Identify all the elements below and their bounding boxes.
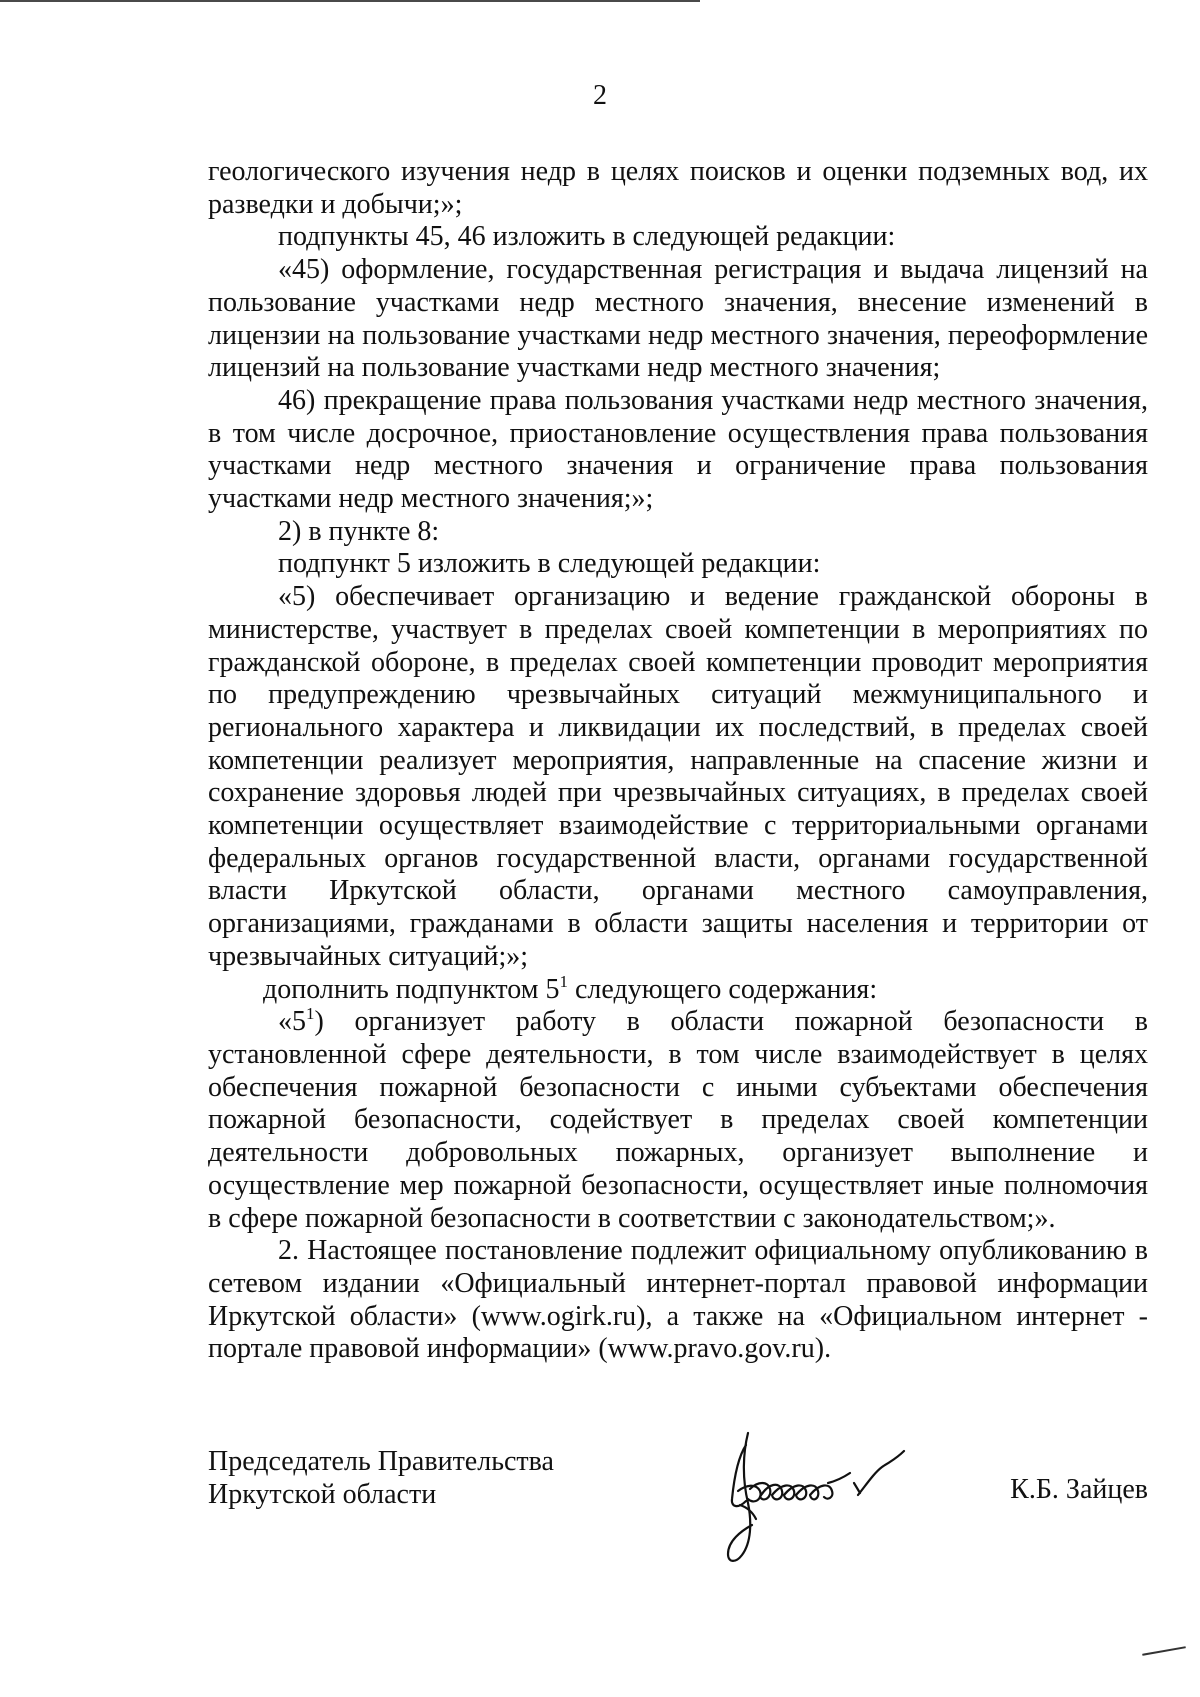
paragraph-9 [208,1006,1148,1235]
signer-position-line-1: Председатель Правительства [208,1446,554,1477]
paragraph-6: подпункт 5 изложить в следующей редакции: [278,548,821,580]
paragraph-9-text-end: ) организует работу в области пожарной безопасности в установленной сфере деятельности, в том числе взаимодействует в целях обеспечения пожарной безопасности с иными субъектами обеспечения пожарной безопасности, содействует в пределах своей компетенции деятельности добровольных пожарных, организует выполнение и осуществление мер пожарной безопасности, осуществляет иные полномочия в сфере пожарной безопасности в соответствии с законодательством;». [208,1006,1148,1234]
paragraph-7: «5) обеспечивает организацию и ведение гражданской обороны в министерстве, участвует в пределах своей компетенции в мероприятиях по гражданской обороне, в пределах своей компетенции проводит мероприятия по предупреждению чрезвычайных ситуаций межмуниципального и регионального характера и ликвидации их последствий, в пределах своей компетенции реализует мероприятия, направленные на спасение жизни и сохранение здоровья людей при чрезвычайных ситуациях, в пределах своей компетенции осуществляет взаимодействие с территориальными органами федеральных органов государственной власти, органами государственной власти Иркутской области, органами местного самоуправления, организациями, гражданами в области защиты населения и территории от чрезвычайных ситуаций;»; [208,581,1148,972]
paragraph-8-text: дополнить подпунктом 5 [263,973,560,1005]
top-rule [0,0,700,2]
paragraph-1: геологического изучения недр в целях поисков и оценки подземных вод, их разведки и добычи;»; [208,156,1148,220]
paragraph-8-text-end: следующего содержания: [568,973,878,1005]
page-number: 2 [593,80,607,111]
paragraph-9-text: «5 [278,1006,306,1038]
paragraph-5: 2) в пункте 8: [278,515,440,547]
paragraph-3: «45) оформление, государственная регистрация и выдача лицензий на пользование участками недр местного значения, внесение изменений в лицензии на пользование участками недр местного значения, переоформление лицензий на пользование участками недр местного значения; [208,254,1148,384]
paragraph-9-superscript: 1 [306,1004,315,1024]
paragraph-10: 2. Настоящее постановление подлежит официальному опубликованию в сетевом издании «Официальный интернет-портал правовой информации Иркутской области» (www.ogirk.ru), а также на «Официальном интернет - портале правовой информации» (www.pravo.gov.ru). [208,1235,1148,1365]
signature-block [208,1445,1148,1615]
paragraph-8-superscript: 1 [559,971,568,991]
signer-position [208,1445,554,1511]
handwritten-signature-icon [716,1423,936,1573]
paragraph-2: подпункты 45, 46 изложить в следующей редакции: [278,221,896,253]
scan-mark [1142,1646,1186,1656]
document-body [208,156,1148,1366]
paragraph-4: 46) прекращение права пользования участками недр местного значения, в том числе досрочное, приостановление осуществления права пользования участками недр местного значения и ограничение права пользования участками недр местного значения;»; [208,384,1148,515]
signer-name: К.Б. Зайцев [1010,1474,1148,1505]
paragraph-8 [208,971,1148,1007]
signer-position-line-2: Иркутской области [208,1479,437,1510]
